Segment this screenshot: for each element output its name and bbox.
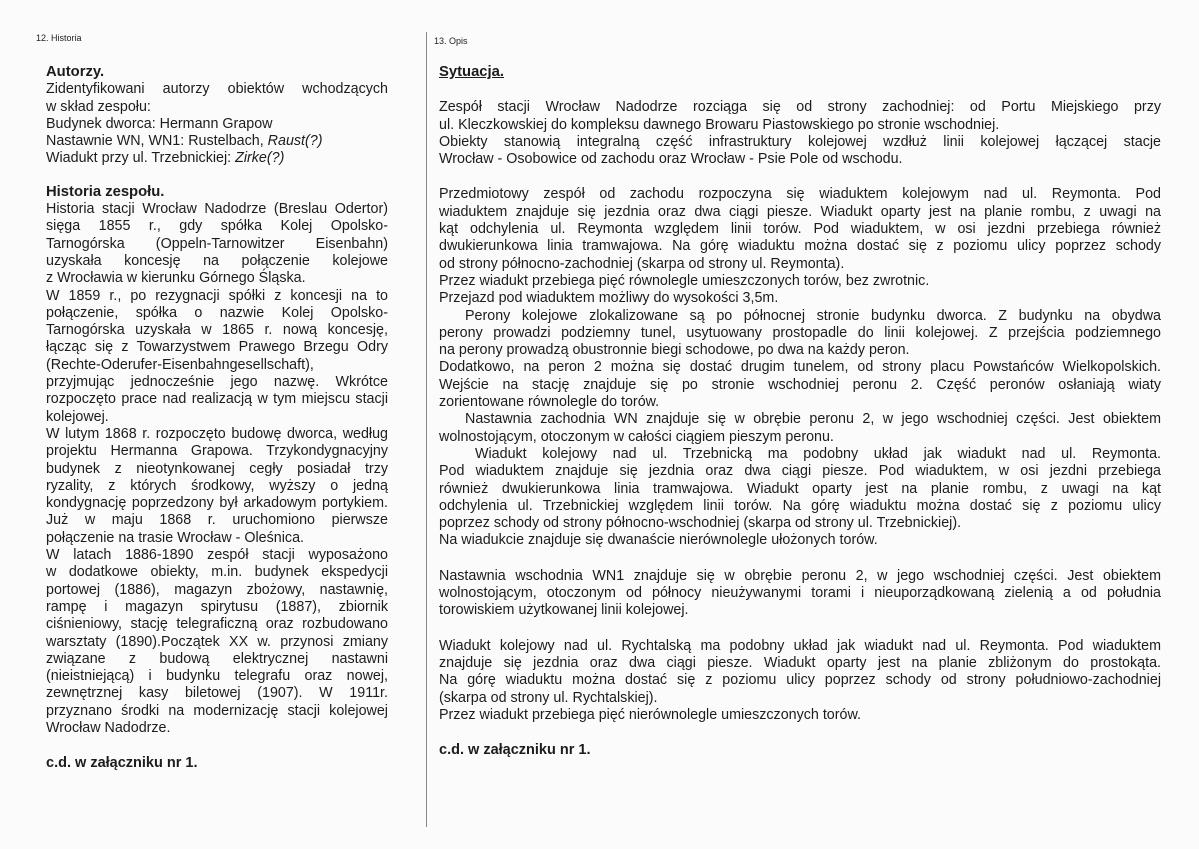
description-line: Obiekty stanowią integralną część infrastruktury kolejowej wzdłuż linii kolejowej łączącej stacje <box>439 133 1161 150</box>
description-line: perony prowadzi podziemny tunel, usytuowany prostopadle do linii kolejowej. Z przejścia podziemnego <box>439 324 1161 341</box>
description-line: wolnostojącym, otoczonym w całości ciągiem pieszym peronu. <box>439 428 834 445</box>
description-line: odchylenia ul. Trzebnickiej względem linii torów. Na górę wiaduktu można dostać się z poziomu ulicy <box>439 497 1161 514</box>
description-line: wiaduktem znajduje się jezdnia oraz dwa ciągi piesze. Wiadukt oparty jest na planie rombu, z uwagi na <box>439 203 1161 220</box>
situation-heading: Sytuacja. <box>439 64 504 80</box>
description-line: Wrocław - Osobowice od zachodu oraz Wrocław - Psie Pole od wschodu. <box>439 151 903 168</box>
history-line: uzyskała koncesję na połączenie kolejowe <box>46 252 388 269</box>
authors-line: w skład zespołu: <box>46 98 151 115</box>
history-line: Tarnogórska uzyskała w 1865 r. nową koncesję, <box>46 322 388 339</box>
description-line: Wejście na stację znajduje się po stronie wschodniej peronu 2. Część peronów osłaniają wiaty <box>439 376 1161 393</box>
history-line: przyznano środki na modernizację stacji kolejowej <box>46 702 388 719</box>
authors-line: Nastawnie WN, WN1: Rustelbach, Raust(?) <box>46 133 323 150</box>
description-line: poprzez schody od strony północno-wschodniej (skarpa od strony ul. Trzebnickiej). <box>439 515 962 532</box>
history-line: ryzality, z których środkowy, wyższy o jedną <box>46 477 388 494</box>
authors-italic: Raust(?) <box>267 133 323 150</box>
description-line: Przez wiadukt przebiega pięć równolegle umieszczonych torów, bez zwrotnic. <box>439 272 930 289</box>
history-line: z Wrocławia w kierunku Górnego Śląska. <box>46 270 306 287</box>
continuation-note: c.d. w załączniku nr 1. <box>439 742 591 759</box>
authors-line: Zidentyfikowani autorzy obiektów wchodzących <box>46 81 388 98</box>
page-header-right: 13. Opis <box>434 36 468 46</box>
history-line: (nieistniejącą) i budynku telegrafu oraz nowej, <box>46 668 388 685</box>
authors-line: Budynek dworca: Hermann Grapow <box>46 115 273 132</box>
description-line: Nastawnia wschodnia WN1 znajduje się w obrębie peronu 2, w jego wschodniej części. Jest obiektem <box>439 567 1161 584</box>
description-line: od strony północno-zachodniej (skarpa od strony ul. Reymonta). <box>439 255 845 272</box>
page-header-left: 12. Historia <box>36 33 82 43</box>
history-line: łącząc się z Towarzystwem Prawego Brzegu Odry <box>46 339 388 356</box>
description-line: Nastawnia zachodnia WN znajduje się w obrębie peronu 2, w jego wschodniej części. Jest obiektem <box>465 411 1161 428</box>
description-line: Dodatkowo, na peron 2 można się dostać drugim tunelem, od strony placu Powstańców Wielkopolskich. <box>439 359 1161 376</box>
description-line: Przez wiadukt przebiega pięć nierównolegle umieszczonych torów. <box>439 706 861 723</box>
history-line: ciśnieniowy, stację telegraficzną oraz rozbudowano <box>46 616 388 633</box>
history-line: budynek z nieotynkowanej cegły posiadał trzy <box>46 460 388 477</box>
description-line: Wiadukt kolejowy nad ul. Trzebnicką ma podobny układ jak wiadukt nad ul. Reymonta. <box>475 445 1161 462</box>
history-line: rampę i magazyn spirytusu (1887), zbiornik <box>46 598 388 615</box>
history-column <box>46 64 388 773</box>
description-line: Na wiadukcie znajduje się dwanaście nierównolegle ułożonych torów. <box>439 532 878 549</box>
history-heading: Historia zespołu. <box>46 183 165 200</box>
history-line: Tarnogórska (Oppeln-Tarnowitzer Eisenbahn) <box>46 235 388 252</box>
history-line: W 1859 r., po rezygnacji spółki z koncesji na to <box>46 287 388 304</box>
description-line: zorientowane równolegle do torów. <box>439 394 660 411</box>
continuation-note: c.d. w załączniku nr 1. <box>46 755 198 772</box>
description-line: Przedmiotowy zespół od zachodu rozpoczyna się wiaduktem kolejowym nad ul. Reymonta. Pod <box>439 186 1161 203</box>
history-line: połączenie, spółka o nazwie Kolej Opolsko- <box>46 304 388 321</box>
authors-line: Wiadukt przy ul. Trzebnickiej: Zirke(?) <box>46 150 285 167</box>
description-line: torowiskiem użytkowanej linii kolejowej. <box>439 602 689 619</box>
history-line: związane z budową elektrycznej nastawni <box>46 650 388 667</box>
history-line: projektu Hermanna Grapowa. Trzykondygnacyjny <box>46 443 388 460</box>
description-line: ul. Kleczkowskiej do kompleksu dawnego Browaru Piastowskiego po stronie wschodniej. <box>439 116 1000 133</box>
column-divider <box>426 32 427 827</box>
history-line: warsztaty (1890).Początek XX w. przynosi zmiany <box>46 633 388 650</box>
description-line: Zespół stacji Wrocław Nadodrze rozciąga się od strony zachodniej: od Portu Miejskiego przy <box>439 99 1161 116</box>
history-line: zewnętrznej kasy biletowej (1907). W 1911r. <box>46 685 388 702</box>
history-line: W lutym 1868 r. rozpoczęto budowę dworca, według <box>46 425 388 442</box>
history-line: portowej (1886), magazyn zbożowy, nastawnię, <box>46 581 388 598</box>
description-line: Wiadukt kolejowy nad ul. Rychtalską ma podobny układ jak wiadukt nad ul. Reymonta. Pod wiaduktem <box>439 637 1161 654</box>
description-line: dwukierunkowa linia tramwajowa. Na górę wiaduktu można dostać się z poziomu ulicy poprzez schody <box>439 238 1161 255</box>
history-line: W latach 1886-1890 zespół stacji wyposażono <box>46 547 388 564</box>
history-line: Historia stacji Wrocław Nadodrze (Breslau Odertor) <box>46 201 388 218</box>
description-line: znajduje się jezdnia oraz dwa ciągi piesze. Wiadukt oparty jest na planie zbliżonym do prostokąta. <box>439 654 1161 671</box>
description-line: wolnostojącym, otoczonym od północy nieużywanymi torami i nieuporządkowaną zielenią a od południa <box>439 585 1161 602</box>
history-line: przyjmując jednocześnie jego nazwę. Wkrótce <box>46 374 388 391</box>
description-line: również dwukierunkowa linia tramwajowa. Wiadukt oparty jest na planie rombu, z uwagi na kąt <box>439 480 1161 497</box>
history-line: w dodatkowe obiekty, m.in. budynek ekspedycji <box>46 564 388 581</box>
description-line: na perony prowadzą obustronnie biegi schodowe, po dwa na każdy peron. <box>439 342 910 359</box>
history-line: sięga 1855 r., gdy spółka Kolej Opolsko- <box>46 218 388 235</box>
history-line: kondygnację poprzedzony był arkadowym portykiem. <box>46 495 388 512</box>
description-line: Przejazd pod wiaduktem możliwy do wysokości 3,5m. <box>439 290 779 307</box>
history-line: (Rechte-Oderufer-Eisenbahngesellschaft), <box>46 356 314 373</box>
authors-heading: Autorzy. <box>46 64 105 80</box>
history-line: połączenie na trasie Wrocław - Oleśnica. <box>46 529 304 546</box>
description-line: kąt odchylenia ul. Reymonta względem linii torów. Pod wiaduktem, w osi jezdni przebiega również <box>439 221 1161 238</box>
history-line: Wrocław Nadodrze. <box>46 719 171 736</box>
history-line: Już w maju 1868 r. uruchomiono pierwsze <box>46 512 388 529</box>
authors-italic: Zirke(?) <box>235 150 285 167</box>
history-line: rozpoczęto prace nad realizacją w tym miejscu stacji <box>46 391 388 408</box>
history-line: kolejowej. <box>46 408 109 425</box>
description-line: (skarpa od strony ul. Rychtalskiej). <box>439 689 658 706</box>
description-line: Perony kolejowe zlokalizowane są po północnej stronie budynku dworca. Z budynku na obydwa <box>465 307 1161 324</box>
description-line: Pod wiaduktem znajduje się jezdnia oraz dwa ciągi piesze. Pod wiaduktem, w osi jezdni przebiega <box>439 463 1161 480</box>
description-line: Na górę wiaduktu można dostać się z poziomu ulicy poprzez schody od strony południowo-zachodniej <box>439 672 1161 689</box>
description-column <box>439 64 1161 759</box>
